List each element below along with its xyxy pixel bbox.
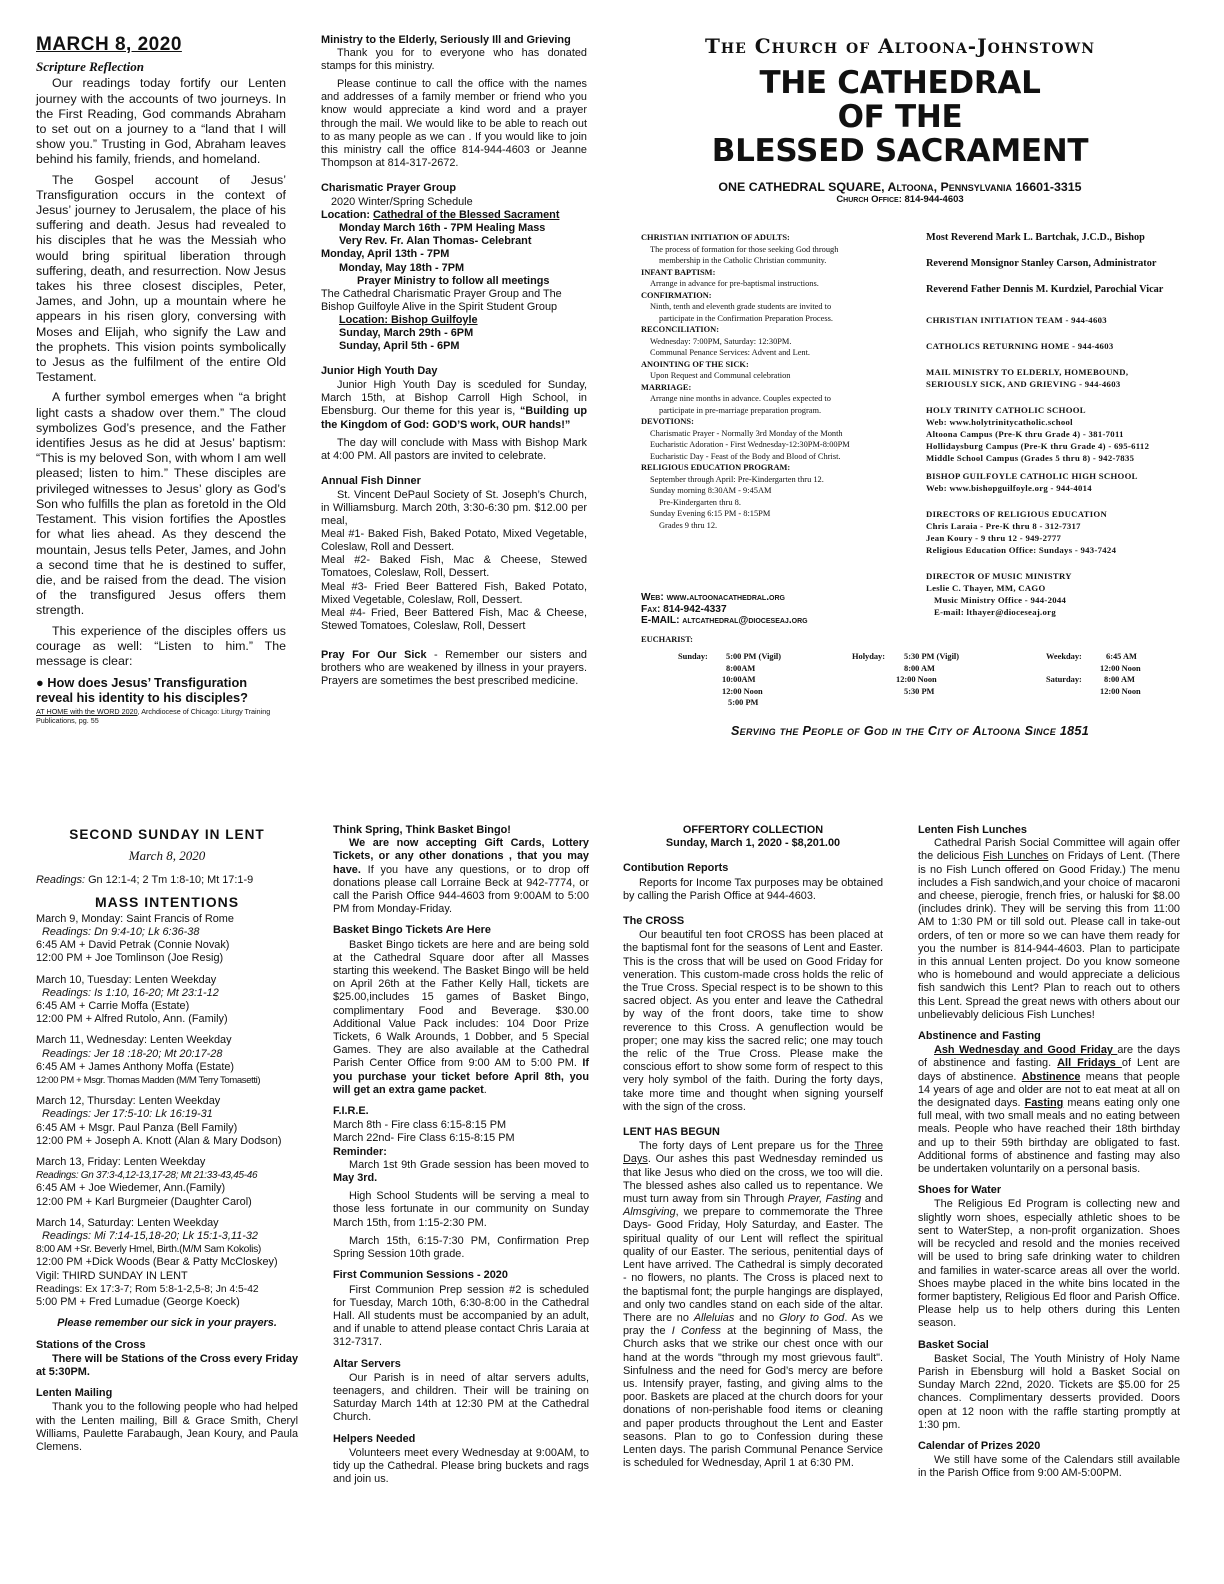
- music-director: Leslie C. Thayer, MM, CAGO: [926, 583, 1046, 593]
- service-heading: DEVOTIONS:: [641, 417, 694, 426]
- intention-day: March 11, Wednesday: Lenten Weekday Readings: Jer 18 :18-20; Mt 20:17-28 6:45 AM + James Anthony Moffa (Estate) 12:00 PM + Msgr. Thomas Madden (M/M Terry Tomasetti): [36, 1034, 261, 1087]
- service-detail: The process of formation for those seeking God through: [650, 244, 839, 254]
- fire-class: March 8th - Fire class 6:15-8:15 PM: [333, 1119, 507, 1132]
- helpers-title: Helpers Needed: [333, 1432, 416, 1445]
- weekday-times: 6:45 AM 12:00 Noon: [1100, 652, 1141, 673]
- holyday-label: Holyday:: [852, 652, 886, 661]
- lenten-notices-column: [918, 824, 1180, 1486]
- altar-servers-title: Altar Servers: [333, 1357, 401, 1370]
- intention-day: March 9, Monday: Saint Francis of Rome Readings: Dn 9:4-10; Lk 6:36-38 6:45 AM + David Petrak (Connie Novak) 12:00 PM + Joe Tomlinson (Joe Resig): [36, 912, 234, 965]
- lent-column: [623, 824, 883, 1475]
- charismatic-location: Location: Cathedral of the Blessed Sacrament: [321, 209, 560, 222]
- service-heading: ANOINTING OF THE SICK:: [641, 359, 749, 369]
- school-campus: Hollidaysburg Campus (Pre-K thru Grade 4) - 695-6112: [926, 441, 1150, 451]
- student-location: Location: Bishop Guilfoyle: [339, 313, 478, 326]
- bingo-text: Basket Bingo tickets are here and are being sold at the Cathedral Square door after all Masses starting this weekend. The Basket Bingo will be held on April 26th at the Father Kelly Hall, tickets are $25.00,includes 15 games of Basket Bingo, complimentary Food and Beverage. $30.00 Additional Value Pack includes: 104 Door Prize Tickets, 6 Walk Arounds, 1 Dobber, and 5 Special Games. They are also available at the Cathedral Parish Center Office from 9:00 AM to 5:00 PM. If you purchase your ticket before April 8th, you will get an extra game packet.: [333, 938, 589, 1096]
- fish-lunch-text: Cathedral Parish Social Committee will again offer the delicious Fish Lunches on Fridays of Lent. (There is no Fish Lunch offered on Good Friday.) The menu includes a Fish sandwich,and your choice of macaroni and cheese, pierogie, french fries, or haluski for $8.00 (includes drink). They will be serving this from 11:00 AM to 1:30 PM or till sold out. Please call in take-out orders, of ten or more so we can have them ready for you the number is 814-944-4603. Plan to participate in this annual Lenten project. Do you know someone who is homebound and would appreciate a delicious fish sandwich this Lent? Plan to reach out to others this Lent. Spread the great news with others about our unbelievably delicious Fish Lunches!: [918, 837, 1181, 1021]
- reminder-label: Reminder:: [333, 1145, 387, 1158]
- source-citation: AT HOME with the WORD 2020, Archdiocese of Chicago: Liturgy Training Publications, pg. 55: [36, 707, 271, 725]
- contribution-text: Reports for Income Tax purposes may be obtained by calling the Parish Office at 944-4603.: [623, 876, 883, 902]
- meeting-date: Monday, April 13th - 7PM: [321, 248, 450, 261]
- service-detail: Charismatic Prayer - Normally 3rd Monday of the Month: [650, 428, 843, 438]
- meal-item: Meal #2- Baked Fish, Mac & Cheese, Stewed Tomatoes, Coleslaw, Roll, Dessert.: [321, 554, 587, 580]
- abstinence-title: Abstinence and Fasting: [918, 1030, 1041, 1043]
- basket-social-text: Basket Social, The Youth Ministry of Holy Name Parish in Ebensburg will hold a Basket Social on Sunday March 22nd, 2020. Tickets are $5.00 for 25 chances. Complimentary desserts provided. Doors open at 12 noon with the raffle starting promptly at 1:30 pm.: [918, 1352, 1180, 1431]
- initiation-team: CHRISTIAN INITIATION TEAM - 944-4603: [926, 315, 1107, 325]
- saturday-label: Saturday:: [1046, 675, 1082, 684]
- service-detail: Arrange in advance for pre-baptismal instructions.: [650, 279, 819, 288]
- spring-text: We are now accepting Gift Cards, Lottery Tickets, or any other donations , that you may have. If you have any questions, or to drop off donations please call Lorraine Beck at 942-7774, or call the Parish Office 944-4603 from 9:00AM to 5:00 PM from Monday-Friday.: [333, 837, 589, 916]
- fire-title: F.I.R.E.: [333, 1105, 369, 1118]
- service-detail: Wednesday: 7:00PM, Saturday: 12:30PM.: [650, 336, 792, 346]
- reflection-question: ● How does Jesus’ Transfiguration reveal his identity to his disciples?: [36, 675, 248, 706]
- saturday-times: 8:00 AM 12:00 Noon: [1100, 675, 1141, 696]
- meal-item: Meal #1- Baked Fish, Baked Potato, Mixed Vegetable, Coleslaw, Roll and Dessert.: [321, 528, 587, 554]
- director-entry: Chris Laraia - Pre-K thru 8 - 312-7317: [926, 521, 1081, 531]
- remember-sick: Please remember our sick in your prayers.: [57, 1317, 277, 1330]
- pray-for-sick: Pray For Our Sick - Remember our sisters and brothers who are weakened by illness in your prayers. Prayers are sometimes the best prescribed medicine.: [321, 648, 587, 688]
- service-heading: RELIGIOUS EDUCATION PROGRAM:: [641, 463, 791, 472]
- high-school-website[interactable]: Web: www.bishopguilfoyle.org - 944-4014: [926, 483, 1092, 493]
- contribution-title: Contibution Reports: [623, 862, 729, 875]
- ministry-title: Ministry to the Elderly, Seriously Ill and Grieving: [321, 34, 571, 46]
- holyday-times: 5:30 PM (Vigil) 8:00 AM 12:00 Noon 5:30 PM: [896, 652, 960, 696]
- service-heading: MARRIAGE:: [641, 382, 692, 392]
- music-office: Music Ministry Office - 944-2044: [934, 595, 1067, 605]
- shoes-title: Shoes for Water: [918, 1184, 1002, 1197]
- service-detail: Upon Request and Communal celebration: [650, 371, 791, 380]
- intention-day: March 13, Friday: Lenten Weekday Readings: Gn 37:3-4,12-13,17-28; Mt 21:33-43,45-46 6:45 AM + Joe Wiedemer, Ann.(Family) 12:00 PM + Karl Burgmeier (Daughter Carol): [36, 1156, 258, 1208]
- church-office-phone: Church Office: 814-944-4603: [836, 194, 964, 205]
- sunday-readings: Readings: Gn 12:1-4; 2 Tm 1:8-10; Mt 17:1-9: [36, 874, 254, 887]
- youth-day-text: Junior High Youth Day is sceduled for Sunday, March 15th, at Bishop Carroll High School, in Ebensburg. Our theme for this year is, “Building up the Kingdom of God: GOD’S work, OUR hands!”: [321, 379, 587, 431]
- calendar-title: Calendar of Prizes 2020: [918, 1439, 1041, 1452]
- scripture-heading: Scripture Reflection: [36, 59, 144, 74]
- calendar-text: We still have some of the Calendars still available in the Parish Office from 9:00 AM-5:00PM.: [918, 1454, 1180, 1480]
- service-detail: Ninth, tenth and eleventh grade students are invited to: [650, 302, 832, 311]
- sunday-label: Sunday:: [678, 652, 708, 661]
- reflection-paragraph: The Gospel account of Jesus’ Transfiguration occurs in the context of Jesus’ journey to Jerusalem, the place of his suffering and death. Jesus had revealed to his disciples that he was the Messiah who would bring spiritual liberation through suffering, death, and resurrection. Now Jesus takes his three closest disciples, Peter, James, and John, up a mountain where he appears in his risen glory, conversing with Moses and Elijah, who signify the Law and the prophets. This vision points symbolically to Jesus as the fulfilment of the entire Old Testament.: [36, 172, 286, 385]
- service-detail: Grades 9 thru 12.: [659, 520, 718, 530]
- service-detail: participate in the Confirmation Preparation Process.: [659, 313, 833, 323]
- meal-item: Meal #3- Fried Beer Battered Fish, Baked Potato, Mixed Vegetable, Coleslaw, Roll, Dessert.: [321, 580, 587, 606]
- mass-intentions-column: [36, 828, 298, 1459]
- announcements-column: [321, 34, 587, 693]
- religious-ed-directors: DIRECTORS OF RELIGIOUS EDUCATION: [926, 509, 1108, 519]
- mass-intentions-title: MASS INTENTIONS: [94, 893, 240, 910]
- reflection-paragraph: Our readings today fortify our Lenten journey with the accounts of two journeys. In the First Reading, God commands Abraham to set out on a journey to a “land that I will show you.” Trusting in God, Abraham leaves behind his family, friends, and homeland.: [36, 76, 286, 167]
- fire-class: March 22nd- Fire Class 6:15-8:15 PM: [333, 1132, 515, 1145]
- staff-directory: [926, 232, 1188, 618]
- service-detail: Arrange nine months in advance. Couples expected to: [650, 394, 831, 403]
- bishop: Most Reverend Mark L. Bartchak, J.C.D., Bishop: [926, 232, 1145, 243]
- services-list: [641, 232, 911, 531]
- abstinence-text: Ash Wednesday and Good Friday are the days of abstinence and fasting. All Fridays of Lent are days of abstinence. Abstinence means that people 14 years of age and older are not to eat meat at all on the designated days. Fasting means eating only one full meal, with two small meals and no eating between meals. People who have reached their 18th birthday and up to their 59th birthday are obligated to fast. Additional forms of abstinence and fasting may also be undertaken voluntarily on a personal basis.: [918, 1044, 1181, 1176]
- weekday-label: Weekday:: [1046, 652, 1082, 661]
- school-campus: Altoona Campus (Pre-K thru Grade 4) - 381-7011: [926, 429, 1124, 439]
- religious-ed-office: Religious Education Office: Sundays - 943-7424: [926, 545, 1117, 555]
- ministry-text: Please continue to call the office with the names and addresses of a family member or friend who you know would appreciate a kind word and a prayer through the mail. We would like to be able to reach out to as many people as we can . If you would like to join this ministry call the office 814-944-4603 or Jeanne Thompson at 814-317-2672.: [321, 78, 587, 169]
- fish-dinner-title: Annual Fish Dinner: [321, 474, 421, 487]
- school-website[interactable]: Web: www.holytrinitycatholic.school: [926, 417, 1073, 427]
- helpers-text: Volunteers meet every Wednesday at 9:00AM, to tidy up the Cathedral. Please bring buckets and rags and join us.: [333, 1446, 589, 1486]
- charismatic-schedule: 2020 Winter/Spring Schedule: [331, 196, 473, 209]
- offertory-title: OFFERTORY COLLECTION: [682, 824, 824, 836]
- student-group: The Cathedral Charismatic Prayer Group and The Bishop Guilfoyle Alive in the Spirit Student Group: [321, 287, 562, 313]
- sunday-title: SECOND SUNDAY IN LENT: [69, 827, 265, 842]
- mail-ministry: MAIL MINISTRY TO ELDERLY, HOMEBOUND,: [926, 367, 1129, 377]
- source-link[interactable]: AT HOME with the WORD 2020: [36, 707, 138, 717]
- parochial-vicar: Reverend Father Dennis M. Kurdziel, Parochial Vicar: [926, 284, 1164, 295]
- bullet-icon: ●: [36, 675, 48, 691]
- reminder-text: March 1st 9th Grade session has been moved to May 3rd.: [333, 1158, 589, 1185]
- service-detail: Sunday morning 8:30AM - 9:45AM: [650, 486, 772, 495]
- mailing-title: Lenten Mailing: [36, 1387, 113, 1400]
- altar-servers-text: Our Parish is in need of altar servers adults, teenagers, and children. Their will be training on Saturday March 14th at 12:30 PM at the Cathedral Church.: [333, 1371, 589, 1424]
- cathedral-name: THE CATHEDRAL OF THE BLESSED SACRAMENT: [711, 65, 1089, 169]
- sunday-times: 5:00 PM (Vigil) 8:00AM 10:00AM 12:00 Noon 5:00 PM: [722, 652, 782, 707]
- serving-tagline: Serving the People of God in the City of Altoona Since 1851: [730, 724, 1090, 738]
- youth-day-title: Junior High Youth Day: [321, 365, 438, 378]
- ministry-text: Thank you for to everyone who has donated stamps for this ministry.: [321, 47, 587, 73]
- masthead: [615, 34, 1185, 205]
- mailing-text: Thank you to the following people who had helped with the Lenten mailing, Bill & Grace Smith, Cheryl Williams, Paulette Farabaugh, Jean Koury, and Paula Clemens.: [36, 1401, 298, 1453]
- fax-number: Fax: 814-942-4337: [641, 603, 727, 615]
- administrator: Reverend Monsignor Stanley Carson, Administrator: [926, 258, 1157, 269]
- prayer-ministry-note: Prayer Ministry to follow all meetings: [357, 274, 550, 287]
- website-link[interactable]: Web: www.altoonacathedral.org: [641, 592, 785, 603]
- stations-text: There will be Stations of the Cross every Friday at 5:30PM.: [36, 1352, 298, 1378]
- service-detail: Eucharistic Adoration - First Wednesday-12:30PM-8:00PM: [650, 440, 850, 449]
- youth-day-text: The day will conclude with Mass with Bishop Mark at 4:00 PM. All pastors are invited to celebrate.: [321, 436, 587, 462]
- music-email[interactable]: E-mail: lthayer@dioceseaj.org: [934, 607, 1056, 617]
- service-detail: membership in the Catholic Christian community.: [659, 256, 827, 265]
- service-detail: Communal Penance Services: Advent and Lent.: [650, 348, 811, 357]
- intention-day: March 14, Saturday: Lenten Weekday Readings: Mi 7:14-15,18-20; Lk 15:1-3,11-32 8:00 AM +Sr. Beverly Hmel, Birth.(M/M Sam Kokolis) 12:00 PM +Dick Woods (Bear & Patty McCloskey) Vigil: THIRD SUNDAY IN LENT Readings: Ex 17:3-7; Rom 5:8-1-2,5-8; Jn 4:5-42 5:00 PM + Fred Lumadue (George Koeck): [36, 1216, 278, 1309]
- healing-mass: Monday March 16th - 7PM Healing Mass: [339, 222, 546, 235]
- service-detail: participate in pre-marriage preparation program.: [659, 405, 822, 415]
- fish-lunch-title: Lenten Fish Lunches: [918, 824, 1027, 836]
- shoes-text: The Religious Ed Program is collecting new and slightly worn shoes, especially athletic shoes to be sent to WaterStep, a non-profit organization. Shoes will be recycled and resold and the monies received will be used to bring safe drinking water to children and families in water-scarce areas all over the world. Shoes maybe placed in the white bins located in the former baptistery, Religious Ed floor and Parish Office. Please help us to help others during this Lenten season.: [918, 1198, 1180, 1330]
- reflection-paragraph: This experience of the disciples offers us courage as well: “Listen to him.” The message is clear:: [36, 623, 286, 668]
- reflection-paragraph: A further symbol emerges when “a bright light casts a shadow over them.” The cloud symbolizes God’s presence, and the Father identifies Jesus as he did at Jesus’ baptism: “This is my beloved Son, with whom I am well pleased; listen to him.” These disciples are privileged witnesses to Jesus’ glory as God’s Son who fulfills the plan as foretold in the Old Testament. This vision fortifies the Apostles for what lies ahead. As they descend the mountain, Jesus tells Peter, James, and John a second time that he is destined to suffer, die, and be raised from the dead. The vision of the transfigured Jesus offers them strength.: [36, 390, 286, 618]
- high-school-name: BISHOP GUILFOYLE CATHOLIC HIGH SCHOOL: [926, 471, 1138, 481]
- reminder-text: High School Students will be serving a meal to those less fortunate in our community on Sunday March 15th, from 1:15-2:30 PM.: [333, 1190, 589, 1229]
- catholics-returning: CATHOLICS RETURNING HOME - 944-4603: [926, 341, 1114, 351]
- contact-info: [641, 592, 921, 627]
- music-ministry: DIRECTOR OF MUSIC MINISTRY: [926, 571, 1072, 581]
- celebrant: Very Rev. Fr. Alan Thomas- Celebrant: [339, 235, 532, 248]
- school-campus: Middle School Campus (Grades 5 thru 8) - 942-7835: [926, 453, 1135, 463]
- service-heading: RECONCILIATION:: [641, 325, 720, 334]
- first-communion-title: First Communion Sessions - 2020: [333, 1269, 508, 1282]
- intention-day: March 10, Tuesday: Lenten Weekday Readings: Is 1:10, 16-20; Mt 23:1-12 6:45 AM + Carrie Moffa (Estate) 12:00 PM + Alfred Rutolo, Ann. (Family): [36, 973, 228, 1026]
- charismatic-title: Charismatic Prayer Group: [321, 181, 456, 194]
- bingo-title: Basket Bingo Tickets Are Here: [333, 924, 491, 937]
- basket-social-title: Basket Social: [918, 1338, 989, 1351]
- meeting-date: Monday, May 18th - 7PM: [339, 261, 465, 274]
- events-column: [333, 824, 589, 1491]
- service-heading: INFANT BAPTISM:: [641, 267, 716, 277]
- student-date: Sunday, March 29th - 6PM: [339, 326, 474, 339]
- church-address: ONE CATHEDRAL SQUARE, Altoona, Pennsylvania 16601-3315: [718, 180, 1082, 194]
- service-heading: CONFIRMATION:: [641, 290, 712, 300]
- church-name: The Church of Altoona-Johnstown: [704, 34, 1096, 58]
- first-communion-text: First Communion Prep session #2 is scheduled for Tuesday, March 10th, 6:30-8:00 in the Cathedral Hall. All students must be accompanied by an adult, and if unable to attend please contact Chris Laraia at 312-7317.: [333, 1283, 589, 1349]
- student-date: Sunday, April 5th - 6PM: [339, 340, 460, 353]
- reminder-text: March 15th, 6:15-7:30 PM, Confirmation Prep Spring Session 10th grade.: [333, 1234, 589, 1261]
- intention-day: March 12, Thursday: Lenten Weekday Readings: Jer 17:5-10: Lk 16:19-31 6:45 AM + Msgr. Paul Panza (Bell Family) 12:00 PM + Joseph A. Knott (Alan & Mary Dodson): [36, 1095, 282, 1147]
- cross-text: Our beautiful ten foot CROSS has been placed at the baptismal font for the seasons of Lent and Easter. This is the cross that will be used on Good Friday for veneration. This custom-made cross holds the relic of the True Cross. Special respect is to be shown to this sacred object. As you enter and leave the Cathedral by way of the front doors, take time to show reverence to this Cross. A genuflection would be proper; one may kiss the sacred relic; one may touch the relic of the True Cross. Please make the conscious effort to show some form of respect to this very holy symbol of the faith. During the forty days, take more time and thought when signing yourself with the sign of the cross.: [623, 929, 883, 1113]
- service-detail: Sunday Evening 6:15 PM - 8:15PM: [650, 509, 771, 518]
- service-detail: Pre-Kindergarten thru 8.: [659, 497, 741, 507]
- school-name: HOLY TRINITY CATHOLIC SCHOOL: [926, 405, 1086, 415]
- stations-title: Stations of the Cross: [36, 1338, 146, 1351]
- lent-text: The forty days of Lent prepare us for the Three Days. Our ashes this past Wednesday reminded us that like Jesus who died on the cross, we too will die. The blessed ashes also called us to repentance. We must turn away from sin Through Prayer, Fasting and Almsgiving, we prepare to commemorate the Three Days- Good Friday, Holy Saturday, and Easter. The spiritual quality of our Lent will reflect the spiritual quality of our Easter. The serious, penitential days of Lent have arrived. The Cathedral is simply decorated - no flowers, no plants. The Cross is placed next to the baptismal font; the purple hangings are displayed, and only two candles stand on each side of the altar. There are no Alleluias and no Glory to God. As we pray the I Confess at the beginning of Mass, the Church asks that we strike our chest once with our hand at the words "through my most grievous fault". Sinfulness and the need for God’s mercy are before us. Intensify prayer, fasting, and giving alms to the poor. Baskets are placed at the church doors for your donations of non-perishable food items or cleaning and paper products throughout the Lent and Easter seasons. Plan to go to Confession during these Lenten days. The parish Communal Penance Service is scheduled for Wednesday, April 1 at 6:30 PM.: [623, 1140, 883, 1470]
- scripture-column: [36, 34, 286, 725]
- eucharist-label: EUCHARIST:: [641, 635, 693, 644]
- lent-title: LENT HAS BEGUN: [623, 1126, 720, 1139]
- email-link[interactable]: E-MAIL: altcathedral@dioceseaj.org: [641, 615, 808, 626]
- fish-dinner-text: St. Vincent DePaul Society of St. Joseph’s Church, in Williamsburg. March 20th, 3:30-6:30 pm. $12.00 per meal,: [321, 488, 587, 528]
- service-heading: CHRISTIAN INITIATION OF ADULTS:: [641, 233, 790, 242]
- service-detail: September through April: Pre-Kindergarten thru 12.: [650, 474, 824, 484]
- service-detail: Eucharistic Day - Feast of the Body and Blood of Christ.: [650, 451, 841, 461]
- meal-item: Meal #4- Fried, Beer Battered Fish, Mac & Cheese, Stewed Tomatoes, Coleslaw, Roll, Dessert: [321, 606, 587, 632]
- spring-title: Think Spring, Think Basket Bingo!: [333, 824, 511, 836]
- sunday-date: March 8, 2020: [128, 848, 206, 864]
- director-entry: Jean Koury - 9 thru 12 - 949-2777: [926, 533, 1062, 543]
- offertory-amount: Sunday, March 1, 2020 - $8,201.00: [665, 837, 841, 850]
- date-title: MARCH 8, 2020: [36, 34, 182, 55]
- cross-title: The CROSS: [623, 915, 685, 928]
- mail-ministry: SERIOUSLY SICK, AND GRIEVING - 944-4603: [926, 379, 1121, 389]
